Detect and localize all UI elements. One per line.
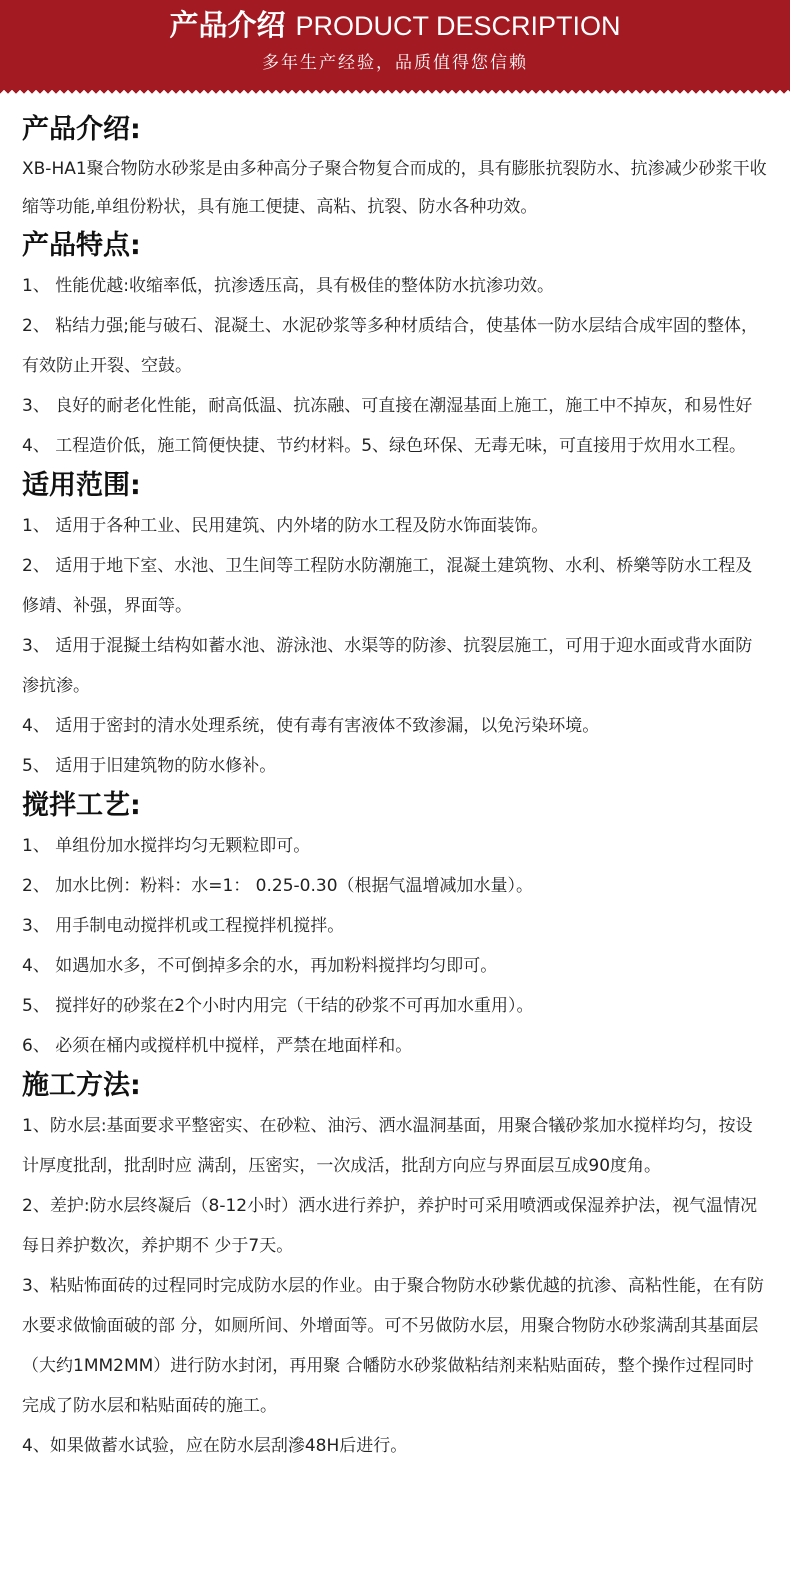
section-mixing-process [22, 786, 768, 1066]
section-heading: 适用范围: [22, 470, 141, 501]
section-paragraph: 5、 搅拌好的砂浆在2个小时内用完（干结的砂浆不可再加水重用）。 [22, 996, 534, 1016]
section-product-features [22, 226, 768, 466]
section-application-scope [22, 466, 768, 786]
section-paragraph: 2、 加水比例：粉料：水=1： 0.25-0.30（根据气温增减加水量）。 [22, 876, 534, 896]
section-heading: 搅拌工艺: [22, 790, 141, 821]
section-heading: 产品特点: [22, 230, 141, 261]
section-paragraph: XB-HA1聚合物防水砂浆是由多种高分子聚合物复合而成的，具有膨胀抗裂防水、抗渗减少砂浆干收缩等功能,单组份粉状，具有施工便捷、高粘、抗裂、防水各种功效。 [22, 159, 767, 217]
section-paragraph: 4、 工程造价低，施工简便快捷、节约材料。5、绿色环保、无毒无味，可直接用于炊用水工程。 [22, 436, 747, 456]
banner-zigzag-edge [0, 89, 790, 96]
section-heading: 产品介绍: [22, 114, 141, 145]
header-banner [0, 0, 790, 90]
section-paragraph: 4、如果做蓄水试验，应在防水层刮滲48H后进行。 [22, 1436, 408, 1456]
section-paragraph: 1、防水层:基面要求平整密实、在砂粒、油污、洒水温洞基面，用聚合犠砂浆加水搅样均匀，按设计厚度批刮，批刮时应 满刮，压密实，一次成活，批刮方向应与界面层互成90度角。 [22, 1116, 753, 1176]
section-paragraph: 4、 适用于密封的清水处理系统，使有毒有害液体不致渗漏，以免污染环境。 [22, 716, 600, 736]
section-paragraph: 4、 如遇加水多，不可倒掉多余的水，再加粉料搅拌均匀即可。 [22, 956, 498, 976]
section-paragraph: 1、 适用于各种工业、民用建筑、内外堵的防水工程及防水饰面装饰。 [22, 516, 549, 536]
section-paragraph: 2、 适用于地下室、水池、卫生间等工程防水防潮施工，混凝土建筑物、水利、桥樂等防水工程及修靖、补强，界面等。 [22, 556, 753, 616]
section-paragraph: 2、差护:防水层终凝后（8-12小时）洒水进行养护，养护时可采用喷洒或保湿养护法，视气温情况每日养护数次，养护期不 少于7天。 [22, 1196, 758, 1256]
section-paragraph: 3、 用手制电动搅拌机或工程搅拌机搅拌。 [22, 916, 345, 936]
section-paragraph: 1、 性能优越:收缩率低，抗渗透压高，具有极佳的整体防水抗渗功效。 [22, 276, 554, 296]
banner-title [0, 8, 790, 44]
section-product-intro [22, 110, 768, 226]
section-paragraph: 3、 良好的耐老化性能，耐高低温、抗冻融、可直接在潮湿基面上施工，施工中不掉灰，和易性好 [22, 396, 753, 416]
banner-title-en: PRODUCT DESCRIPTION [295, 11, 621, 41]
section-heading: 施工方法: [22, 1070, 141, 1101]
section-paragraph: 3、 适用于混擬土结构如蓄水池、游泳池、水渠等的防渗、抗裂层施工，可用于迎水面或背水面防渗抗渗。 [22, 636, 753, 696]
section-paragraph: 2、 粘结力强;能与破石、混凝土、水泥砂浆等多种材质结合，使基体一防水层结合成牢固的整体，有效防止开裂、空鼓。 [22, 316, 758, 376]
section-construction-method [22, 1066, 768, 1466]
banner-title-cn: 产品介绍 [169, 8, 286, 42]
content [0, 90, 790, 1466]
banner-subtitle: 多年生产经验，品质值得您信赖 [262, 53, 528, 73]
section-paragraph: 6、 必须在桶内或搅样机中搅样，严禁在地面样和。 [22, 1036, 413, 1056]
section-paragraph: 5、 适用于旧建筑物的防水修补。 [22, 756, 277, 776]
section-paragraph: 1、 单组份加水搅拌均匀无颗粒即可。 [22, 836, 311, 856]
section-paragraph: 3、粘贴怖面砖的过程同时完成防水层的作业。由于聚合物防水砂紫优越的抗渗、高粘性能，在有防水要求做愉面破的部 分，如厕所间、外增面等。可不另做防水层，用聚合物防水砂浆满刮其基面层（大约1MM2MM）进行防水封闭，再用聚 合幡防水砂浆做粘结剂来粘贴面砖，整个操作过程同时完成了防水层和粘贴面砖的施工。 [22, 1276, 764, 1416]
